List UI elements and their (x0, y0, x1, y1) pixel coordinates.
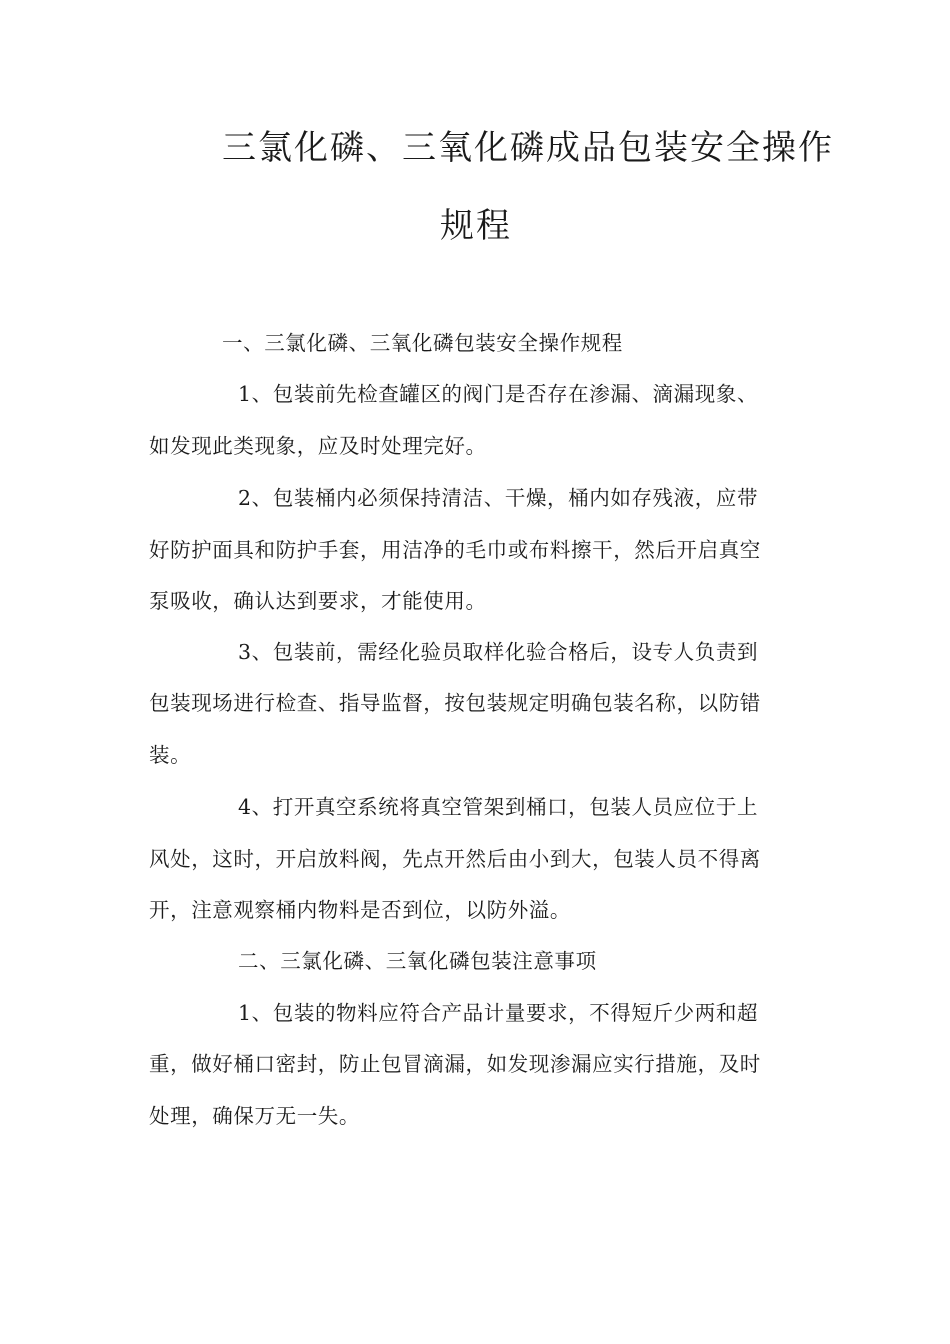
section-1-item-4-line-3: 开，注意观察桶内物料是否到位，以防外溢。 (149, 898, 571, 922)
section-2-heading: 二、三氯化磷、三氧化磷包装注意事项 (238, 949, 597, 973)
section-1-item-2-line-3: 泵吸收，确认达到要求，才能使用。 (149, 589, 487, 613)
section-1-item-3-line-2: 包装现场进行检查、指导监督，按包装规定明确包装名称，以防错 (149, 691, 761, 715)
section-2-item-1-line-3: 处理，确保万无一失。 (149, 1104, 360, 1128)
section-2-item-1-line-1: 1、包装的物料应符合产品计量要求，不得短斤少两和超 (238, 1001, 759, 1025)
section-2-item-1-line-2: 重，做好桶口密封，防止包冒滴漏，如发现渗漏应实行措施，及时 (149, 1052, 761, 1076)
section-1-item-1-line-1: 1、包装前先检查罐区的阀门是否存在渗漏、滴漏现象、 (238, 382, 759, 406)
section-1-item-4-line-1: 4、打开真空系统将真空管架到桶口，包装人员应位于上 (238, 795, 759, 819)
section-1-heading: 一、三氯化磷、三氧化磷包装安全操作规程 (222, 331, 623, 355)
section-1-item-1-line-2: 如发现此类现象，应及时处理完好。 (149, 434, 487, 458)
document-title-line-1: 三氯化磷、三氧化磷成品包装安全操作 (222, 128, 834, 168)
section-1-item-2-line-1: 2、包装桶内必须保持清洁、干燥，桶内如存残液，应带 (238, 486, 759, 510)
section-1-item-3-line-1: 3、包装前，需经化验员取样化验合格后，设专人负责到 (238, 640, 759, 664)
section-1-item-4-line-2: 风处，这时，开启放料阀，先点开然后由小到大，包装人员不得离 (149, 847, 761, 871)
section-1-item-3-line-3: 装。 (149, 743, 192, 767)
section-1-item-2-line-2: 好防护面具和防护手套，用洁净的毛巾或布料擦干，然后开启真空 (149, 538, 761, 562)
document-title-line-2: 规程 (440, 206, 512, 246)
